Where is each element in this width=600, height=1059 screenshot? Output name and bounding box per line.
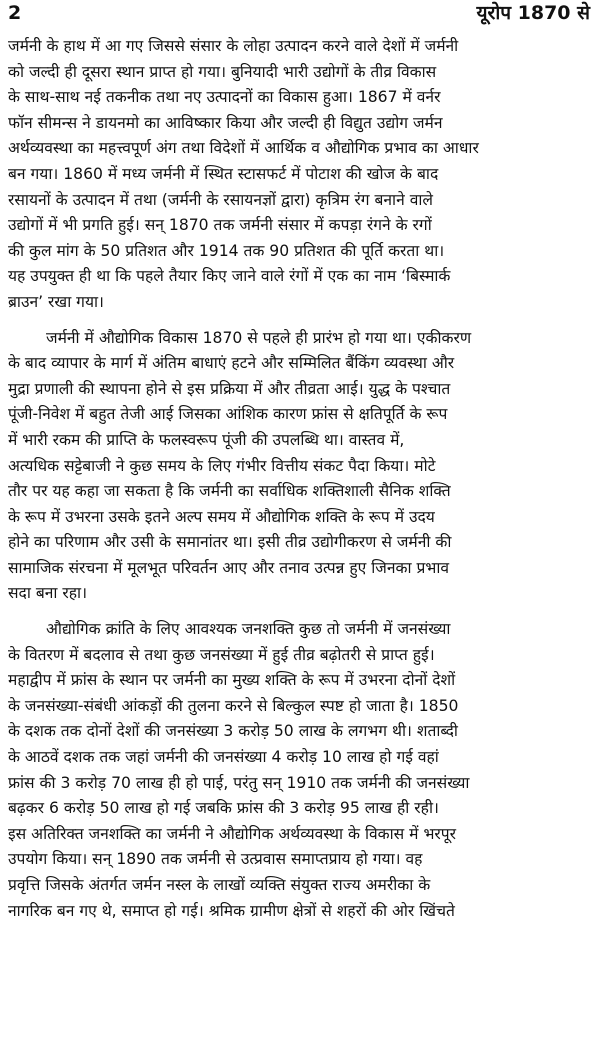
text-line: के रूप में उभरना उसके इतने अल्प समय में औद्योगिक शक्ति के रूप में उदय <box>8 507 435 526</box>
text-line: होने का परिणाम और उसी के समानांतर था। इसी तीव्र उद्योगीकरण से जर्मनी की <box>8 533 452 552</box>
text-line: के दशक तक दोनों देशों की जनसंख्या 3 करोड़ 50 लाख के लगभग थी। शताब्दी <box>8 722 458 741</box>
paragraph <box>8 617 594 924</box>
text-line: जर्मनी के हाथ में आ गए जिससे संसार के लोहा उत्पादन करने वाले देशों में जर्मनी <box>8 37 459 55</box>
text-line: उपयोग किया। सन् 1890 तक जर्मनी से उत्प्रवास समाप्तप्राय हो गया। वह <box>8 850 423 869</box>
text-line: तौर पर यह कहा जा सकता है कि जर्मनी का सर्वाधिक शक्तिशाली सैनिक शक्ति <box>8 482 451 501</box>
text-line: औद्योगिक क्रांति के लिए आवश्यक जनशक्ति कुछ तो जर्मनी में जनसंख्या <box>46 620 451 639</box>
text-line: की कुल मांग के 50 प्रतिशत और 1914 तक 90 प्रतिशत की पूर्ति करता था। <box>8 241 445 260</box>
text-line: के आठवें दशक तक जहां जर्मनी की जनसंख्या 4 करोड़ 10 लाख हो गई वहां <box>8 748 439 767</box>
text-line: अत्यधिक सट्टेबाजी ने कुछ समय के लिए गंभीर वित्तीय संकट पैदा किया। मोटे <box>8 456 436 475</box>
text-line: महाद्वीप में फ्रांस के स्थान पर जर्मनी का मुख्य शक्ति के रूप में उभरना दोनों देशों <box>8 671 456 690</box>
text-line: प्रवृत्ति जिसके अंतर्गत जर्मन नस्ल के लाखों व्यक्ति संयुक्त राज्य अमरीका के <box>8 876 431 894</box>
paragraph <box>8 34 594 316</box>
text-line: के वितरण में बदलाव से तथा कुछ जनसंख्या में हुई तीव्र बढ़ोतरी से प्राप्त हुई। <box>8 645 435 664</box>
text-line: बन गया। 1860 में मध्य जर्मनी में स्थित स्टासफर्ट में पोटाश की खोज के बाद <box>8 164 439 183</box>
text-line: जर्मनी में औद्योगिक विकास 1870 से पहले ही प्रारंभ हो गया था। एकीकरण <box>46 328 472 347</box>
body-text <box>8 34 594 924</box>
text-line: में भारी रकम की प्राप्ति के फलस्वरूप पूंजी की उपलब्धि था। वास्तव में, <box>8 430 405 449</box>
text-line: अर्थव्यवस्था का महत्त्वपूर्ण अंग तथा विदेशों में आर्थिक व औद्योगिक प्रभाव का आधार <box>8 139 479 158</box>
text-line: सदा बना रहा। <box>8 584 87 603</box>
page-header <box>8 0 594 34</box>
text-line: को जल्दी ही दूसरा स्थान प्राप्त हो गया। बुनियादी भारी उद्योगों के तीव्र विकास <box>8 62 437 81</box>
text-line: फॉन सीमन्स ने डायनमो का आविष्कार किया और जल्दी ही विद्युत उद्योग जर्मन <box>8 113 443 132</box>
text-line: ब्राउन’ रखा गया। <box>8 292 104 311</box>
text-line: फ्रांस की 3 करोड़ 70 लाख ही हो पाई, परंतु सन् 1910 तक जर्मनी की जनसंख्या <box>8 773 470 792</box>
page-number: 2 <box>8 2 22 24</box>
text-line: बढ़कर 6 करोड़ 50 लाख हो गई जबकि फ्रांस की 3 करोड़ 95 लाख ही रही। <box>8 799 439 818</box>
text-line: रसायनों के उत्पादन में तथा (जर्मनी के रसायनज्ञों द्वारा) कृत्रिम रंग बनाने वाले <box>8 190 433 209</box>
text-line: इस अतिरिक्त जनशक्ति का जर्मनी ने औद्योगिक अर्थव्यवस्था के विकास में भरपूर <box>8 824 457 843</box>
text-line: के जनसंख्या-संबंधी आंकड़ों की तुलना करने से बिल्कुल स्पष्ट हो जाता है। 1850 <box>8 696 459 715</box>
text-line: उद्योगों में भी प्रगति हुई। सन् 1870 तक जर्मनी संसार में कपड़ा रंगने के रगों <box>8 216 432 235</box>
text-line: यह उपयुक्त ही था कि पहले तैयार किए जाने वाले रंगों में एक का नाम ‘बिस्मार्क <box>8 267 451 286</box>
text-line: पूंजी-निवेश में बहुत तेजी आई जिसका आंशिक कारण फ्रांस से क्षतिपूर्ति के रूप <box>8 405 448 424</box>
text-line: के साथ-साथ नई तकनीक तथा नए उत्पादनों का विकास हुआ। 1867 में वर्नर <box>8 88 441 107</box>
text-line: सामाजिक संरचना में मूलभूत परिवर्तन आए और तनाव उत्पन्न हुए जिनका प्रभाव <box>8 558 450 577</box>
text-line: मुद्रा प्रणाली की स्थापना होने से इस प्रक्रिया में और तीव्रता आई। युद्ध के पश्चात <box>8 379 451 398</box>
paragraph <box>8 326 594 608</box>
running-head: यूरोप 1870 से <box>476 2 590 24</box>
text-line: नागरिक बन गए थे, समाप्त हो गई। श्रमिक ग्रामीण क्षेत्रों से शहरों की ओर खिंचते <box>8 901 455 920</box>
text-line: के बाद व्यापार के मार्ग में अंतिम बाधाएं हटने और सम्मिलित बैंकिंग व्यवस्था और <box>8 354 455 373</box>
